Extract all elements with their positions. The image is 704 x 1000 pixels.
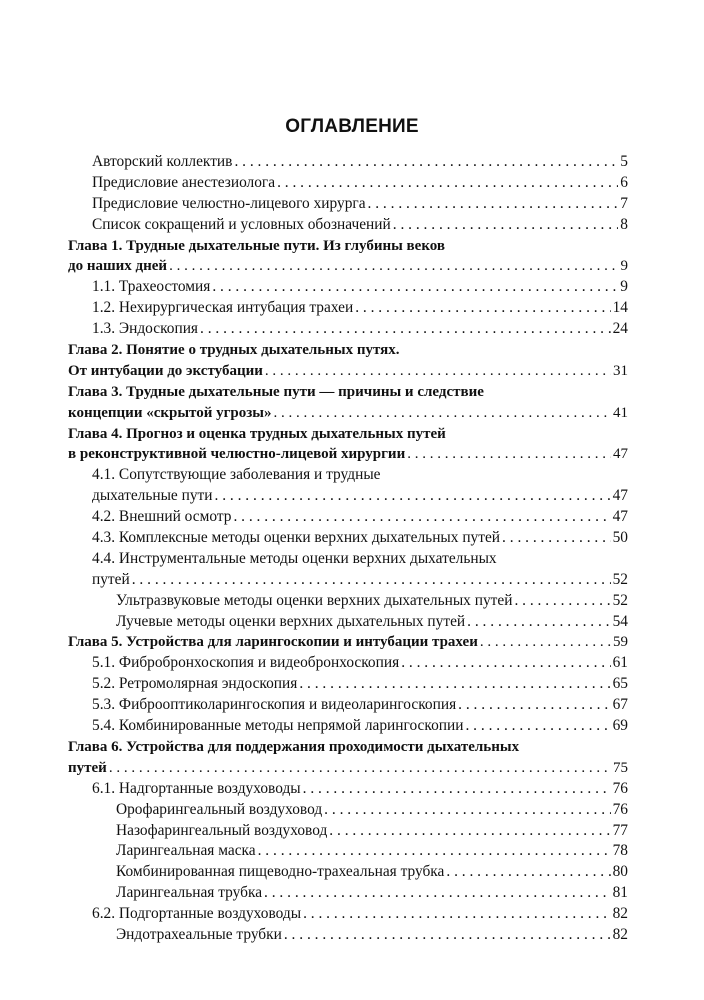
toc-entry-title: От интубации до экстубации xyxy=(68,362,263,379)
toc-page-number: 82 xyxy=(612,905,628,923)
toc-entry xyxy=(68,925,628,946)
dot-leader xyxy=(407,444,611,465)
toc-entry-title: 6.1. Надгортанные воздуховоды xyxy=(92,779,301,797)
toc-entry-title: концепции «скрытой угрозы» xyxy=(68,404,272,421)
toc-page-number: 65 xyxy=(612,675,628,693)
toc-page-number: 76 xyxy=(612,800,628,818)
toc-entry xyxy=(68,716,628,737)
toc-page-number: 9 xyxy=(620,258,628,275)
toc-page-number: 5 xyxy=(620,153,628,170)
toc-page-number: 47 xyxy=(612,508,628,526)
dot-leader xyxy=(303,904,611,925)
dot-leader xyxy=(233,507,610,528)
toc-page-number: 9 xyxy=(620,278,628,296)
toc-entry xyxy=(68,862,628,883)
toc-entry-title: 5.4. Комбинированные методы непрямой ларингоскопии xyxy=(92,717,464,735)
toc-entry-title: Эндотрахеальные трубки xyxy=(116,925,282,943)
dot-leader xyxy=(465,716,610,737)
dot-leader xyxy=(446,862,610,883)
toc-entry-title: путей xyxy=(92,570,130,588)
toc-entry-title: Глава 3. Трудные дыхательные пути — причины и следствие xyxy=(68,383,484,400)
toc-entry xyxy=(68,340,628,361)
toc-entry-title: Комбинированная пищеводно-трахеальная трубка xyxy=(116,863,445,881)
toc-entry xyxy=(68,779,628,800)
toc-entry xyxy=(68,236,628,257)
toc-page-number: 81 xyxy=(612,884,628,902)
dot-leader xyxy=(329,821,610,842)
dot-leader xyxy=(264,883,611,904)
toc-entry xyxy=(68,173,628,194)
toc-entry xyxy=(68,674,628,695)
toc-page-number: 69 xyxy=(612,717,628,735)
toc-entry xyxy=(68,758,628,779)
toc-page-number: 24 xyxy=(612,320,628,338)
dot-leader xyxy=(355,298,610,319)
dot-leader xyxy=(215,486,611,507)
toc-page-number: 47 xyxy=(612,487,628,505)
toc-page-number: 78 xyxy=(612,842,628,860)
toc-page-number: 41 xyxy=(613,404,628,421)
toc-page-number: 7 xyxy=(620,194,628,212)
toc-entry-title: до наших дней xyxy=(68,258,168,275)
dot-leader xyxy=(284,925,611,946)
toc-page-number: 54 xyxy=(612,612,628,630)
dot-leader xyxy=(212,277,618,298)
toc-entry xyxy=(68,403,628,424)
dot-leader xyxy=(274,403,611,424)
toc-entry-title: 4.3. Комплексные методы оценки верхних дыхательных путей xyxy=(92,529,501,547)
toc-entry-title: в реконструктивной челюстно-лицевой хирургии xyxy=(68,446,406,463)
table-of-contents xyxy=(68,152,628,946)
dot-leader xyxy=(467,612,610,633)
toc-entry-title: 4.1. Сопутствующие заболевания и трудные xyxy=(92,466,381,484)
toc-entry-title: 5.2. Ретромолярная эндоскопия xyxy=(92,675,298,693)
toc-entry-title: дыхательные пути xyxy=(92,487,213,505)
dot-leader xyxy=(514,591,610,612)
toc-entry-title: Глава 1. Трудные дыхательные пути. Из глубины веков xyxy=(68,237,445,254)
toc-entry xyxy=(68,612,628,633)
toc-page-number: 31 xyxy=(613,362,628,379)
toc-entry-title: Глава 4. Прогноз и оценка трудных дыхательных путей xyxy=(68,425,446,442)
dot-leader xyxy=(393,215,619,236)
toc-entry-title: Лучевые методы оценки верхних дыхательных путей xyxy=(116,612,466,630)
dot-leader xyxy=(299,674,610,695)
toc-entry xyxy=(68,737,628,758)
toc-entry xyxy=(68,549,628,570)
toc-entry-title: 4.2. Внешний осмотр xyxy=(92,508,232,526)
toc-entry-title: Назофарингеальный воздуховод xyxy=(116,821,328,839)
toc-entry xyxy=(68,841,628,862)
toc-entry-title: 1.3. Эндоскопия xyxy=(92,320,199,338)
toc-entry xyxy=(68,298,628,319)
toc-entry-title: Авторский коллектив xyxy=(92,153,233,170)
toc-entry-title: Глава 2. Понятие о трудных дыхательных путях. xyxy=(68,342,400,359)
dot-leader xyxy=(277,173,618,194)
toc-page-number: 80 xyxy=(612,863,628,881)
toc-entry-title: 6.2. Подгортанные воздуховоды xyxy=(92,905,302,923)
toc-page-number: 6 xyxy=(620,173,628,191)
toc-entry xyxy=(68,821,628,842)
dot-leader xyxy=(109,758,611,779)
toc-entry-title: Предисловие челюстно-лицевого хирурга xyxy=(92,194,366,212)
dot-leader xyxy=(258,841,611,862)
toc-entry xyxy=(68,382,628,403)
toc-page-number: 47 xyxy=(613,446,628,463)
toc-entry xyxy=(68,319,628,340)
toc-page-number: 61 xyxy=(612,654,628,672)
toc-entry xyxy=(68,194,628,215)
toc-page-number: 82 xyxy=(612,925,628,943)
toc-page-number: 52 xyxy=(612,591,628,609)
toc-entry-title: Ларингеальная маска xyxy=(116,842,256,860)
toc-entry xyxy=(68,465,628,486)
toc-page-number: 8 xyxy=(620,215,628,233)
toc-entry xyxy=(68,486,628,507)
page-title: ОГЛАВЛЕНИЕ xyxy=(285,116,419,137)
toc-entry xyxy=(68,424,628,445)
toc-entry-title: Орофарингеальный воздуховод xyxy=(116,800,323,818)
toc-entry xyxy=(68,152,628,173)
toc-entry xyxy=(68,444,628,465)
toc-entry xyxy=(68,653,628,674)
dot-leader xyxy=(132,570,611,591)
toc-entry xyxy=(68,277,628,298)
toc-entry-title: 1.1. Трахеостомия xyxy=(92,278,211,296)
toc-entry xyxy=(68,695,628,716)
toc-entry xyxy=(68,800,628,821)
toc-entry xyxy=(68,883,628,904)
toc-entry-title: Ультразвуковые методы оценки верхних дыхательных путей xyxy=(116,591,513,609)
dot-leader xyxy=(265,361,611,382)
toc-entry-title: Предисловие анестезиолога xyxy=(92,173,276,191)
dot-leader xyxy=(324,800,610,821)
toc-page-number: 75 xyxy=(613,759,628,776)
toc-page-number: 14 xyxy=(612,299,628,317)
dot-leader xyxy=(169,256,618,277)
dot-leader xyxy=(200,319,611,340)
dot-leader xyxy=(502,528,611,549)
toc-entry-title: Глава 5. Устройства для ларингоскопии и интубации трахеи xyxy=(68,634,478,651)
toc-entry xyxy=(68,591,628,612)
toc-page-number: 67 xyxy=(612,696,628,714)
toc-entry-title: Список сокращений и условных обозначений xyxy=(92,215,391,233)
toc-entry-title: 4.4. Инструментальные методы оценки верхних дыхательных xyxy=(92,549,497,567)
dot-leader xyxy=(368,194,619,215)
toc-page-number: 52 xyxy=(612,570,628,588)
toc-entry-title: 5.3. Фиброоптиколарингоскопия и видеоларингоскопия xyxy=(92,696,457,714)
toc-entry xyxy=(68,215,628,236)
toc-entry xyxy=(68,904,628,925)
dot-leader xyxy=(234,152,618,173)
dot-leader xyxy=(480,632,611,653)
toc-entry xyxy=(68,570,628,591)
toc-page-number: 59 xyxy=(613,634,628,651)
toc-entry xyxy=(68,361,628,382)
toc-entry-title: 1.2. Нехирургическая интубация трахеи xyxy=(92,299,354,317)
dot-leader xyxy=(458,695,610,716)
toc-entry xyxy=(68,507,628,528)
dot-leader xyxy=(303,779,611,800)
toc-entry xyxy=(68,256,628,277)
toc-entry xyxy=(68,528,628,549)
toc-page-number: 76 xyxy=(612,779,628,797)
toc-entry-title: путей xyxy=(68,759,107,776)
toc-entry-title: Ларингеальная трубка xyxy=(116,884,263,902)
dot-leader xyxy=(401,653,610,674)
toc-page-number: 50 xyxy=(612,529,628,547)
toc-entry-title: Глава 6. Устройства для поддержания проходимости дыхательных xyxy=(68,738,520,755)
toc-entry xyxy=(68,632,628,653)
toc-page-number: 77 xyxy=(612,821,628,839)
toc-entry-title: 5.1. Фибробронхоскопия и видеобронхоскопия xyxy=(92,654,400,672)
